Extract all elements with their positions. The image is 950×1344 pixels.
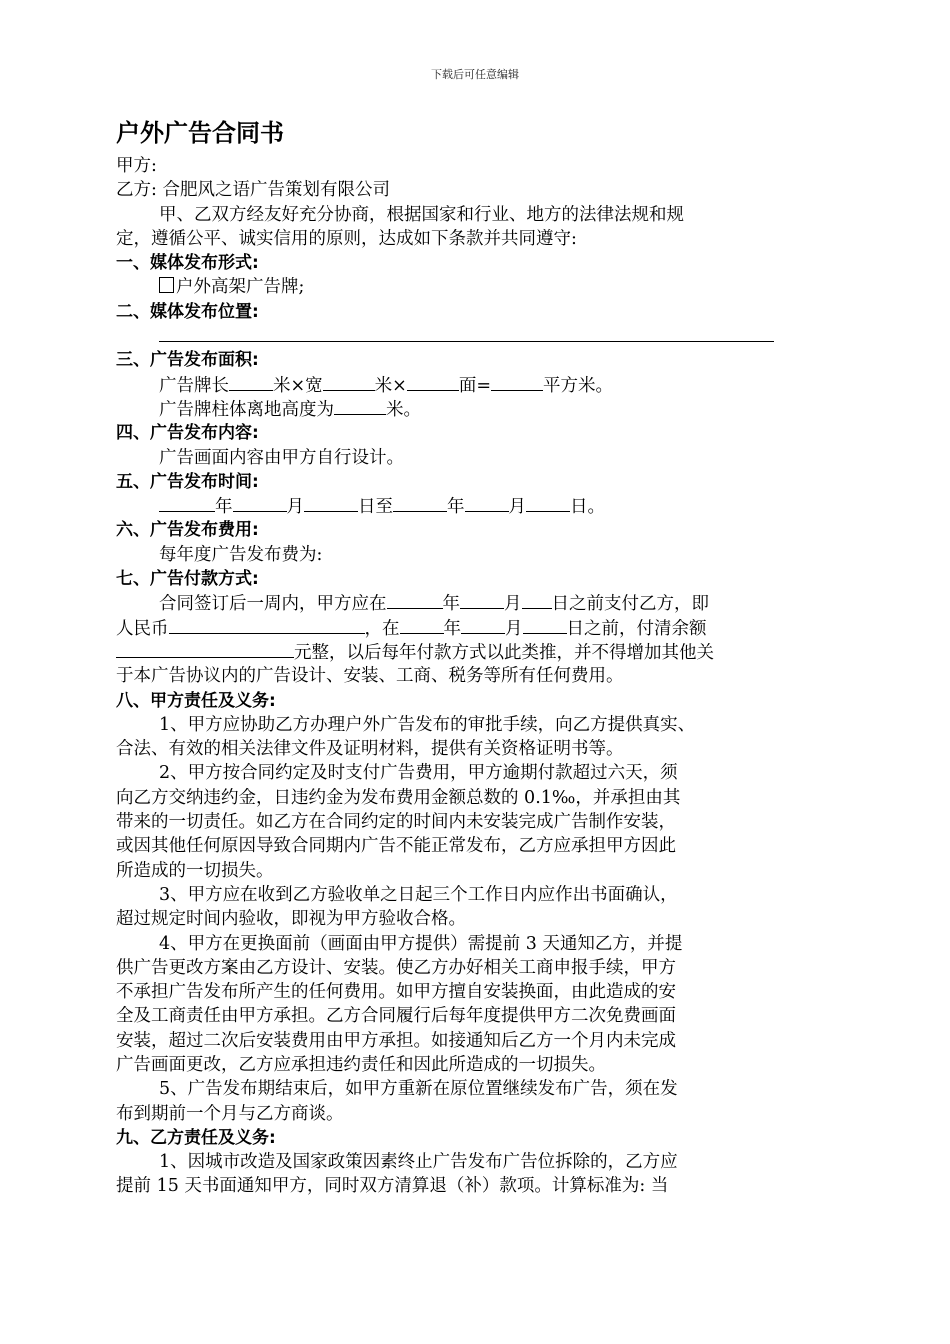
document-title: 户外广告合同书 bbox=[116, 119, 284, 147]
party-a-line: 甲方: bbox=[116, 156, 157, 176]
section-heading: 四、广告发布内容: bbox=[116, 423, 259, 444]
blank-field[interactable] bbox=[387, 591, 443, 609]
period-label: 年 bbox=[447, 497, 465, 518]
clause-line: 3、甲方应在收到乙方验收单之日起三个工作日内应作出书面确认， bbox=[159, 884, 678, 905]
section-heading: 三、广告发布面积: bbox=[116, 350, 259, 371]
clause-line: 或因其他任何原因导致合同期内广告不能正常发布，乙方应承担甲方因此 bbox=[116, 836, 676, 857]
height-label: 广告牌柱体离地高度为 bbox=[159, 399, 334, 420]
blank-field[interactable] bbox=[159, 324, 774, 342]
height-line bbox=[116, 397, 836, 421]
area-label: 广告牌长 bbox=[159, 375, 229, 396]
clause-line: 1、因城市改造及国家政策因素终止广告发布广告位拆除的，乙方应 bbox=[159, 1152, 678, 1173]
payment-label: 月 bbox=[505, 618, 523, 639]
clause-line: 提前 15 天书面通知甲方，同时双方清算退（补）款项。计算标准为: 当 bbox=[116, 1176, 669, 1197]
media-form-label: 户外高架广告牌; bbox=[176, 277, 305, 298]
blank-field[interactable] bbox=[407, 373, 459, 391]
area-label: 平方米。 bbox=[543, 375, 614, 396]
blank-field[interactable] bbox=[334, 397, 386, 415]
section-heading: 五、广告发布时间: bbox=[116, 471, 259, 492]
clause-line: 合法、有效的相关法律文件及证明材料，提供有关资格证明书等。 bbox=[116, 739, 624, 760]
payment-label: 日之前支付乙方，即 bbox=[551, 594, 709, 615]
clause-line: 向乙方交纳违约金，日违约金为发布费用金额总数的 0.1‰，并承担由其 bbox=[116, 787, 681, 808]
blank-field[interactable] bbox=[461, 616, 505, 634]
media-form-item bbox=[116, 275, 836, 299]
payment-label: 合同签订后一周内，甲方应在 bbox=[159, 594, 387, 615]
intro-line: 甲、乙双方经友好充分协商，根据国家和行业、地方的法律法规和规 bbox=[159, 204, 684, 225]
party-b-line: 乙方: 合肥风之语广告策划有限公司 bbox=[116, 180, 390, 201]
content-line: 广告画面内容由甲方自行设计。 bbox=[159, 447, 404, 468]
blank-field[interactable] bbox=[526, 494, 570, 512]
section-heading: 一、媒体发布形式: bbox=[116, 253, 259, 274]
area-label: 米×宽 bbox=[273, 375, 323, 396]
clause-line: 4、甲方在更换面前（画面由甲方提供）需提前 3 天通知乙方，并提 bbox=[159, 933, 683, 954]
blank-field[interactable] bbox=[304, 494, 358, 512]
payment-line bbox=[116, 640, 836, 664]
area-label: 面= bbox=[458, 375, 492, 396]
blank-field[interactable] bbox=[400, 616, 444, 634]
payment-label: 月 bbox=[504, 594, 522, 615]
intro-line: 定，遵循公平、诚实信用的原则，达成如下条款并共同遵守: bbox=[116, 228, 577, 249]
clause-line: 全及工商责任由甲方承担。乙方合同履行后每年度提供甲方二次免费画面 bbox=[116, 1006, 676, 1027]
checkbox-icon[interactable] bbox=[159, 277, 174, 293]
period-line bbox=[116, 494, 836, 518]
area-label: 米× bbox=[374, 375, 407, 396]
blank-field[interactable] bbox=[491, 373, 543, 391]
clause-line: 供广告更改方案由乙方设计、安装。使乙方办好相关工商申报手续，甲方 bbox=[116, 957, 676, 978]
period-label: 日至 bbox=[358, 497, 393, 518]
blank-field[interactable] bbox=[522, 591, 552, 609]
blank-field[interactable] bbox=[460, 591, 504, 609]
page-header-note: 下载后可任意编辑 bbox=[431, 68, 519, 81]
payment-line bbox=[116, 591, 836, 615]
clause-line: 所造成的一切损失。 bbox=[116, 860, 274, 881]
section-heading: 九、乙方责任及义务: bbox=[116, 1127, 276, 1148]
blank-field[interactable] bbox=[323, 373, 375, 391]
clause-line: 安装，超过二次后安装费用由甲方承担。如接通知后乙方一个月内未完成 bbox=[116, 1030, 676, 1051]
clause-line: 广告画面更改，乙方应承担违约责任和因此所造成的一切损失。 bbox=[116, 1054, 606, 1075]
blank-field[interactable] bbox=[229, 373, 273, 391]
period-label: 月 bbox=[286, 497, 304, 518]
clause-line: 布到期前一个月与乙方商谈。 bbox=[116, 1103, 344, 1124]
contract-body bbox=[116, 154, 836, 1199]
blank-field[interactable] bbox=[233, 494, 287, 512]
blank-field[interactable] bbox=[169, 616, 365, 634]
period-label: 日。 bbox=[570, 497, 605, 518]
payment-label: ，在 bbox=[364, 618, 400, 639]
section-heading: 二、媒体发布位置: bbox=[116, 301, 259, 322]
section-heading: 八、甲方责任及义务: bbox=[116, 690, 276, 711]
area-line bbox=[116, 373, 836, 397]
clause-line: 不承担广告发布所产生的任何费用。如甲方擅自安装换面，由此造成的安 bbox=[116, 982, 676, 1003]
payment-line: 于本广告协议内的广告设计、安装、工商、税务等所有任何费用。 bbox=[116, 666, 624, 687]
clause-line: 2、甲方按合同约定及时支付广告费用，甲方逾期付款超过六天，须 bbox=[159, 763, 678, 784]
section-heading: 七、广告付款方式: bbox=[116, 569, 259, 590]
period-label: 月 bbox=[508, 497, 526, 518]
payment-label: 日之前，付清余额 bbox=[566, 618, 707, 639]
blank-field[interactable] bbox=[393, 494, 447, 512]
clause-line: 超过规定时间内验收，即视为甲方验收合格。 bbox=[116, 909, 466, 930]
period-label: 年 bbox=[215, 497, 233, 518]
blank-field[interactable] bbox=[116, 640, 294, 658]
payment-label: 人民币 bbox=[116, 618, 169, 639]
blank-field[interactable] bbox=[159, 494, 215, 512]
fee-line: 每年度广告发布费为: bbox=[159, 544, 323, 565]
clause-line: 带来的一切责任。如乙方在合同约定的时间内未安装完成广告制作安装， bbox=[116, 812, 676, 833]
payment-label: 年 bbox=[443, 618, 461, 639]
blank-field[interactable] bbox=[465, 494, 509, 512]
payment-label: 元整，以后每年付款方式以此类推，并不得增加其他关 bbox=[294, 642, 714, 663]
payment-line bbox=[116, 616, 836, 640]
section-heading: 六、广告发布费用: bbox=[116, 520, 259, 541]
height-label: 米。 bbox=[386, 399, 421, 420]
clause-line: 5、广告发布期结束后，如甲方重新在原位置继续发布广告，须在发 bbox=[159, 1079, 678, 1100]
blank-field[interactable] bbox=[523, 616, 567, 634]
clause-line: 1、甲方应协助乙方办理户外广告发布的审批手续，向乙方提供真实、 bbox=[159, 714, 696, 735]
location-blank-line bbox=[116, 324, 836, 348]
payment-label: 年 bbox=[442, 594, 460, 615]
